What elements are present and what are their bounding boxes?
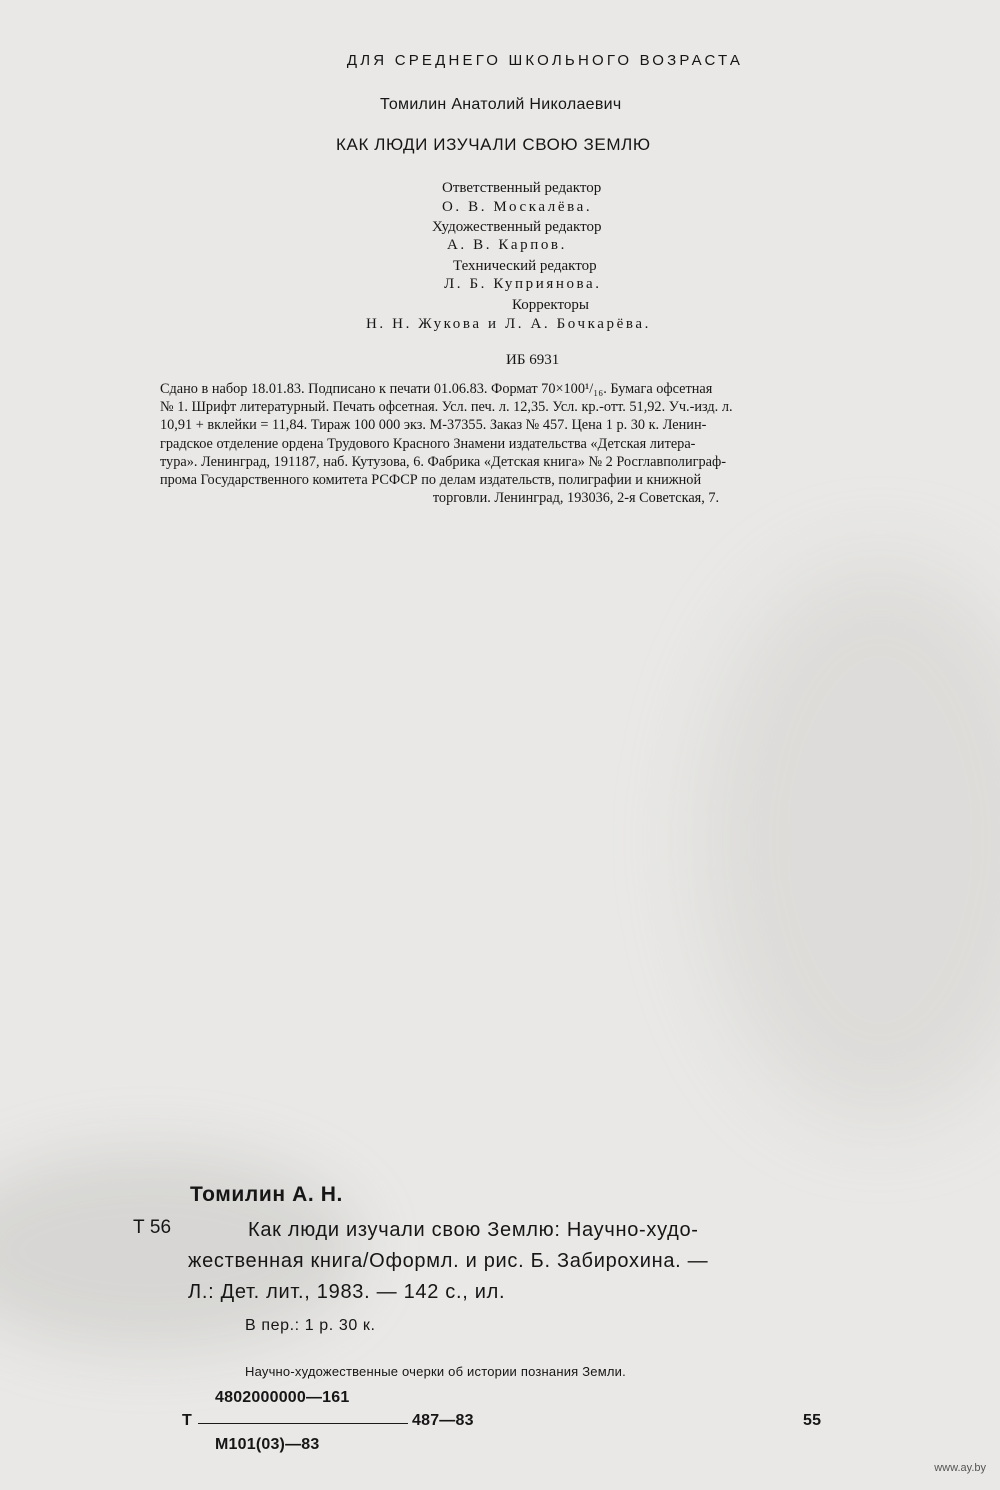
author-name: Томилин Анатолий Николаевич (380, 96, 622, 113)
ib-number: ИБ 6931 (506, 352, 560, 368)
code-bottom: М101(03)—83 (215, 1436, 320, 1453)
book-title: КАК ЛЮДИ ИЗУЧАЛИ СВОЮ ЗЕМЛЮ (336, 135, 651, 154)
credit-role: Технический редактор (453, 258, 597, 274)
credit-role: Художественный редактор (432, 219, 602, 235)
code-prefix: Т (182, 1412, 192, 1429)
imprint-line: тура». Ленинград, 191187, наб. Кутузова, 6. Фабрика «Детская книга» № 2 Росглавполиграф- (160, 453, 726, 470)
credit-role: Ответственный редактор (442, 180, 602, 196)
imprint-line: № 1. Шрифт литературный. Печать офсетная. Усл. печ. л. 12,35. Усл. кр.-отт. 51,92. Уч.-изд. л. (160, 399, 733, 416)
imprint-line: градское отделение ордена Трудового Красного Знамени издательства «Детская литера- (160, 435, 696, 452)
imprint-block (160, 380, 912, 507)
credit-role: Корректоры (512, 297, 589, 313)
watermark: www.ay.by (934, 1462, 986, 1474)
catalog-line: жественная книга/Оформл. и рис. Б. Забирохина. — (188, 1250, 709, 1272)
catalog-author: Томилин А. Н. (190, 1183, 343, 1206)
catalog-price: В пер.: 1 р. 30 к. (245, 1317, 376, 1334)
catalog-line: Л.: Дет. лит., 1983. — 142 с., ил. (188, 1281, 506, 1303)
paper-shadow (700, 560, 1000, 1120)
imprint-line: торговли. Ленинград, 193036, 2-я Советская, 7. (432, 490, 720, 507)
code-top: 4802000000—161 (215, 1389, 350, 1406)
code-fraction-line (198, 1423, 408, 1424)
credit-name: А. В. Карпов. (447, 237, 567, 253)
imprint-line: 10,91 + вклейки = 11,84. Тираж 100 000 экз. М-37355. Заказ № 457. Цена 1 р. 30 к. Ленин- (160, 417, 707, 434)
classification-number: 55 (803, 1412, 822, 1429)
catalog-abstract: Научно-художественные очерки об истории познания Земли. (245, 1364, 626, 1379)
catalog-line: Как люди изучали свою Землю: Научно-худо- (248, 1219, 699, 1241)
credit-name: Л. Б. Куприянова. (444, 276, 602, 292)
imprint-line: Сдано в набор 18.01.83. Подписано к печати 01.06.83. Формат 70×100¹/₁₆. Бумага офсетная (160, 381, 713, 397)
imprint-line: прома Государственного комитета РСФСР по делам издательств, полиграфии и книжной (160, 472, 702, 489)
credit-name: О. В. Москалёва. (442, 199, 593, 215)
catalog-description (188, 1215, 900, 1308)
credit-name: Н. Н. Жукова и Л. А. Бочкарёва. (366, 316, 652, 332)
code-right: 487—83 (412, 1412, 474, 1429)
series-label: ДЛЯ СРЕДНЕГО ШКОЛЬНОГО ВОЗРАСТА (346, 52, 744, 69)
catalog-index: Т 56 (133, 1217, 172, 1238)
